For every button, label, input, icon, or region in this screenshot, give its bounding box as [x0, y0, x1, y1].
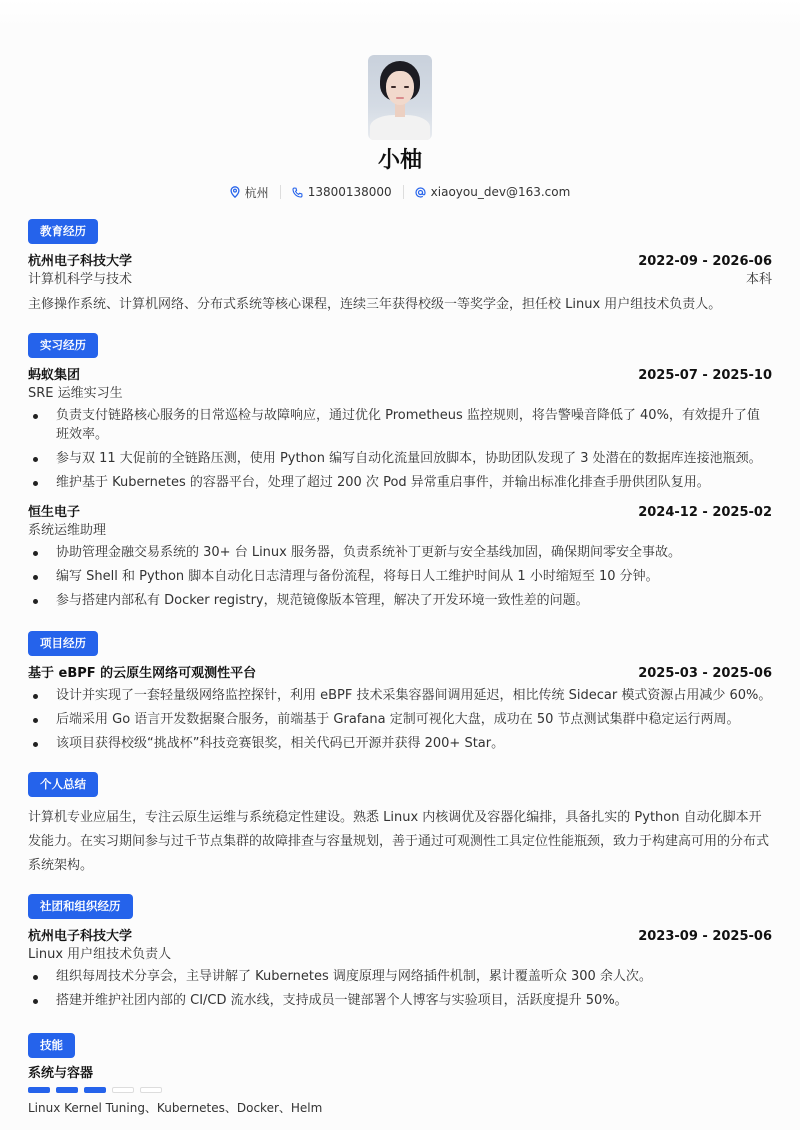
section-badge-skills: 技能	[28, 1033, 75, 1058]
education-item	[28, 253, 772, 317]
bullet-item: 维护基于 Kubernetes 的容器平台，处理了超过 200 次 Pod 异常重启事件，并输出标准化排查手册供团队复用。	[28, 473, 772, 492]
section-badge-organizations: 社团和组织经历	[28, 894, 133, 919]
divider	[280, 185, 281, 199]
skill-item	[28, 1065, 772, 1117]
job-role: 系统运维助理	[28, 523, 107, 538]
section-skills	[28, 1033, 772, 1117]
project-date: 2025-03 - 2025-06	[638, 666, 772, 681]
divider	[403, 185, 404, 199]
phone-icon	[292, 187, 303, 198]
section-organizations	[28, 894, 772, 1015]
section-projects	[28, 631, 772, 758]
bullet-item: 协助管理金融交易系统的 30+ 台 Linux 服务器，负责系统补丁更新与安全基线加固，确保期间零安全事故。	[28, 543, 772, 562]
bullet-item: 参与双 11 大促前的全链路压测，使用 Python 编写自动化流量回放脚本，协助团队发现了 3 处潜在的数据库连接池瓶颈。	[28, 449, 772, 468]
skill-category: 系统与容器	[28, 1066, 94, 1081]
bullet-list	[28, 686, 772, 753]
level-bar-filled	[28, 1087, 50, 1093]
level-bar-empty	[112, 1087, 134, 1093]
bullet-list	[28, 406, 772, 492]
organization-item	[28, 928, 772, 1010]
project-name: 基于 eBPF 的云原生网络可观测性平台	[28, 666, 257, 681]
internship-item	[28, 504, 772, 610]
school-name: 杭州电子科技大学	[28, 254, 133, 269]
degree: 本科	[745, 272, 772, 287]
project-item	[28, 665, 772, 753]
avatar-photo	[368, 55, 432, 140]
section-badge-education: 教育经历	[28, 219, 98, 244]
bullet-item: 该项目获得校级“挑战杯”科技竞赛银奖，相关代码已开源并获得 200+ Star。	[28, 734, 772, 753]
level-bar-filled	[56, 1087, 78, 1093]
bullet-item: 组织每周技术分享会，主导讲解了 Kubernetes 调度原理与网络插件机制，累计覆盖听众 300 余人次。	[28, 967, 772, 986]
internship-date: 2024-12 - 2025-02	[638, 505, 772, 520]
bullet-list	[28, 967, 772, 1010]
contact-info	[0, 182, 800, 202]
org-date: 2023-09 - 2025-06	[638, 929, 772, 944]
education-date: 2022-09 - 2026-06	[638, 254, 772, 269]
contact-email	[415, 185, 571, 199]
level-bar-empty	[140, 1087, 162, 1093]
location-text: 杭州	[244, 185, 269, 200]
section-badge-summary: 个人总结	[28, 772, 98, 797]
bullet-item: 参与搭建内部私有 Docker registry，规范镜像版本管理，解决了开发环境一致性差的问题。	[28, 591, 772, 610]
internship-item	[28, 367, 772, 492]
org-name: 杭州电子科技大学	[28, 929, 133, 944]
level-bar-filled	[84, 1087, 106, 1093]
bullet-item: 搭建并维护社团内部的 CI/CD 流水线，支持成员一键部署个人博客与实验项目，活跃度提升 50%。	[28, 991, 772, 1010]
at-icon	[415, 187, 426, 198]
section-education	[28, 219, 772, 317]
skill-level-meter	[28, 1087, 772, 1093]
bullet-item: 编写 Shell 和 Python 脚本自动化日志清理与备份流程，将每日人工维护时间从 1 小时缩短至 10 分钟。	[28, 567, 772, 586]
job-role: SRE 运维实习生	[28, 386, 123, 401]
section-internship	[28, 333, 772, 615]
org-role: Linux 用户组技术负责人	[28, 947, 172, 962]
major: 计算机科学与技术	[28, 272, 133, 287]
section-badge-projects: 项目经历	[28, 631, 98, 656]
map-pin-icon	[230, 186, 240, 198]
section-summary	[28, 772, 772, 878]
phone-text[interactable]: 13800138000	[307, 185, 392, 199]
contact-location	[230, 184, 269, 201]
skill-list: Linux Kernel Tuning、Kubernetes、Docker、Helm	[28, 1101, 323, 1115]
bullet-item: 负责支付链路核心服务的日常巡检与故障响应，通过优化 Prometheus 监控规则，将告警噪音降低了 40%，有效提升了值班效率。	[28, 406, 772, 444]
bullet-item: 后端采用 Go 语言开发数据聚合服务，前端基于 Grafana 定制可视化大盘，成功在 50 节点测试集群中稳定运行两周。	[28, 710, 772, 729]
internship-date: 2025-07 - 2025-10	[638, 368, 772, 383]
section-badge-internship: 实习经历	[28, 333, 98, 358]
candidate-name: 小柚	[377, 148, 422, 173]
email-text[interactable]: xiaoyou_dev@163.com	[430, 185, 571, 199]
company-name: 蚂蚁集团	[28, 368, 81, 383]
contact-phone	[292, 185, 392, 199]
company-name: 恒生电子	[28, 505, 81, 520]
education-description: 主修操作系统、计算机网络、分布式系统等核心课程，连续三年获得校级一等奖学金，担任校 Linux 用户组技术负责人。	[28, 297, 722, 312]
summary-text: 计算机专业应届生，专注云原生运维与系统稳定性建设。熟悉 Linux 内核调优及容器化编排，具备扎实的 Python 自动化脚本开发能力。在实习期间参与过千节点集群的故障排查与容量规划，善于通过可观测性工具定位性能瓶颈，致力于构建高可用的分布式系统架构。	[28, 810, 770, 873]
bullet-item: 设计并实现了一套轻量级网络监控探针，利用 eBPF 技术采集容器间调用延迟，相比传统 Sidecar 模式资源占用减少 60%。	[28, 686, 772, 705]
bullet-list	[28, 543, 772, 610]
